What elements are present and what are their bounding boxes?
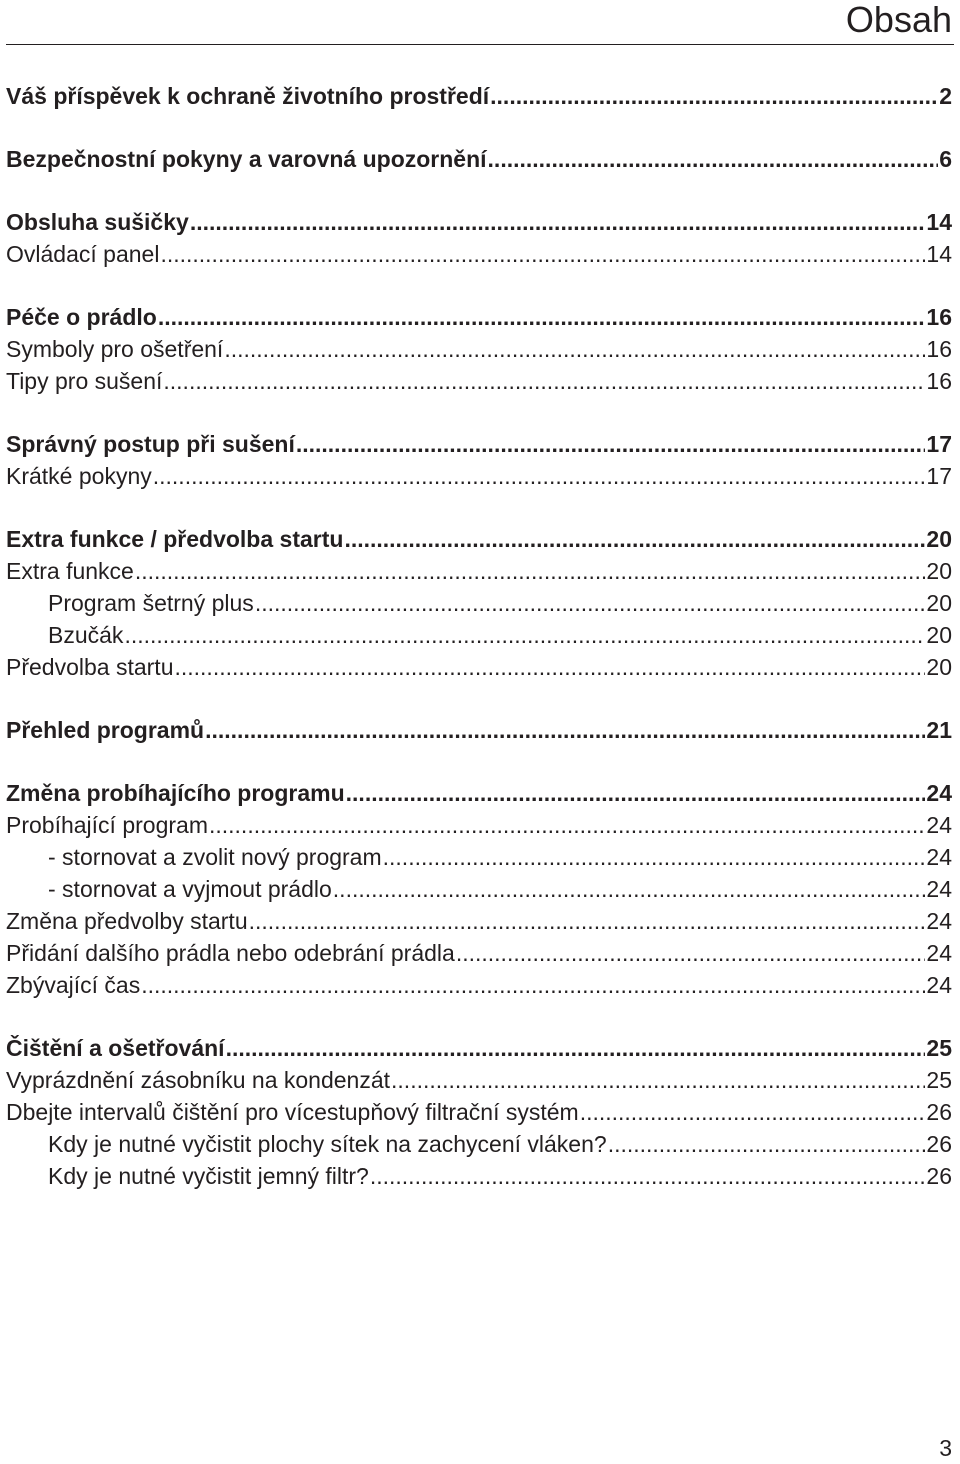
toc-entry-label: Program šetrný plus [48,590,254,616]
toc-entry-page: 24 [926,940,952,966]
toc-leader [580,1096,926,1128]
toc-entry-label: Extra funkce / předvolba startu [6,526,344,552]
toc-entry-label: Předvolba startu [6,654,174,680]
toc-entry-page: 24 [926,908,952,934]
toc-leader [370,1160,926,1192]
toc-entry[interactable] [6,969,952,1001]
toc-entry-page: 16 [926,368,952,394]
toc-leader [205,714,925,746]
toc-leader [249,905,926,937]
toc-entry[interactable] [6,206,952,238]
toc-entry-page: 16 [926,336,952,362]
toc-entry-label: Zbývající čas [6,972,141,998]
toc-entry-page: 14 [926,209,952,235]
toc-leader [124,619,925,651]
toc-leader [174,651,925,683]
toc-leader [163,365,925,397]
toc-entry-page: 24 [926,812,952,838]
toc-entry-label: Krátké pokyny [6,463,152,489]
toc-entry-page: 24 [926,972,952,998]
toc-leader [226,1032,926,1064]
page-title: Obsah [845,0,952,40]
toc-entry[interactable] [6,80,952,112]
toc-entry-label: Probíhající program [6,812,208,838]
toc-entry[interactable] [48,873,952,905]
toc-entry-page: 20 [926,526,952,552]
toc-entry[interactable] [6,651,952,683]
toc-entry-page: 24 [926,780,952,806]
title-rule [6,44,954,45]
toc-entry[interactable] [6,143,952,175]
toc-leader [344,523,925,555]
toc-leader [488,143,939,175]
toc-entry-label: Přidání dalšího prádla nebo odebrání prádla [6,940,455,966]
toc-leader [153,460,926,492]
toc-entry[interactable] [48,1160,952,1192]
toc-leader [456,937,926,969]
toc-entry[interactable] [6,777,952,809]
toc-entry[interactable] [6,905,952,937]
toc-entry[interactable] [48,619,952,651]
toc-entry[interactable] [6,1032,952,1064]
toc-entry-label: Péče o prádlo [6,304,157,330]
toc-leader [141,969,925,1001]
toc-entry[interactable] [6,1064,952,1096]
toc-leader [224,333,925,365]
toc-entry-label: - stornovat a vyjmout prádlo [48,876,332,902]
toc-entry[interactable] [6,523,952,555]
toc-entry-page: 20 [926,558,952,584]
toc-entry-label: Správný postup při sušení [6,431,295,457]
toc-entry-label: Tipy pro sušení [6,368,163,394]
toc-entry-label: Přehled programů [6,717,205,743]
toc-leader [608,1128,926,1160]
toc-entry-page: 20 [926,590,952,616]
toc-leader [160,238,925,270]
toc-entry-label: Bzučák [48,622,124,648]
toc-leader [255,587,926,619]
toc-entry[interactable] [6,714,952,746]
toc-entry[interactable] [48,1128,952,1160]
toc-leader [333,873,926,905]
toc-entry[interactable] [6,555,952,587]
toc-entry-label: Kdy je nutné vyčistit jemný filtr? [48,1163,369,1189]
page-number: 3 [939,1435,952,1461]
toc-leader [346,777,926,809]
toc-entry-page: 17 [926,431,952,457]
toc-entry[interactable] [48,587,952,619]
toc-entry-page: 20 [926,622,952,648]
toc-entry[interactable] [6,428,952,460]
toc-entry-label: Ovládací panel [6,241,160,267]
toc-entry-label: Změna předvolby startu [6,908,248,934]
toc-entry-page: 14 [926,241,952,267]
toc-entry-label: Vyprázdnění zásobníku na kondenzát [6,1067,391,1093]
toc-entry-label: Dbejte intervalů čištění pro vícestupňový filtrační systém [6,1099,579,1125]
toc-entry-page: 24 [926,844,952,870]
toc-entry-label: Kdy je nutné vyčistit plochy sítek na zachycení vláken? [48,1131,607,1157]
toc-entry-page: 26 [926,1099,952,1125]
toc-entry-page: 6 [939,146,952,172]
toc-leader [135,555,926,587]
toc-entry-label: Symboly pro ošetření [6,336,224,362]
toc-entry-page: 2 [939,83,952,109]
toc-leader [391,1064,925,1096]
toc-entry[interactable] [48,841,952,873]
toc-entry-page: 17 [926,463,952,489]
toc-leader [158,301,926,333]
toc-entry[interactable] [6,333,952,365]
toc-entry-page: 20 [926,654,952,680]
toc-leader [383,841,926,873]
toc-entry[interactable] [6,238,952,270]
toc-leader [490,80,938,112]
toc-entry-page: 16 [926,304,952,330]
toc-entry-page: 26 [926,1163,952,1189]
toc-entry-label: Bezpečnostní pokyny a varovná upozornění [6,146,487,172]
toc-entry-label: Změna probíhajícího programu [6,780,345,806]
toc-leader [190,206,926,238]
toc-entry[interactable] [6,301,952,333]
toc-entry-page: 26 [926,1131,952,1157]
toc-leader [296,428,926,460]
toc-entry-page: 21 [926,717,952,743]
toc-entry-page: 24 [926,876,952,902]
toc-entry-page: 25 [926,1067,952,1093]
toc-entry-label: Obsluha sušičky [6,209,189,235]
toc-entry[interactable] [6,1096,952,1128]
toc-entry-page: 25 [926,1035,952,1061]
toc-entry[interactable] [6,937,952,969]
toc-entry[interactable] [6,365,952,397]
toc-entry-label: Váš příspěvek k ochraně životního prostředí [6,83,490,109]
toc-entry-label: - stornovat a zvolit nový program [48,844,382,870]
toc-entry-label: Čištění a ošetřování [6,1035,225,1061]
toc-entry[interactable] [6,809,952,841]
toc-entry-label: Extra funkce [6,558,134,584]
toc-leader [209,809,925,841]
toc-entry[interactable] [6,460,952,492]
